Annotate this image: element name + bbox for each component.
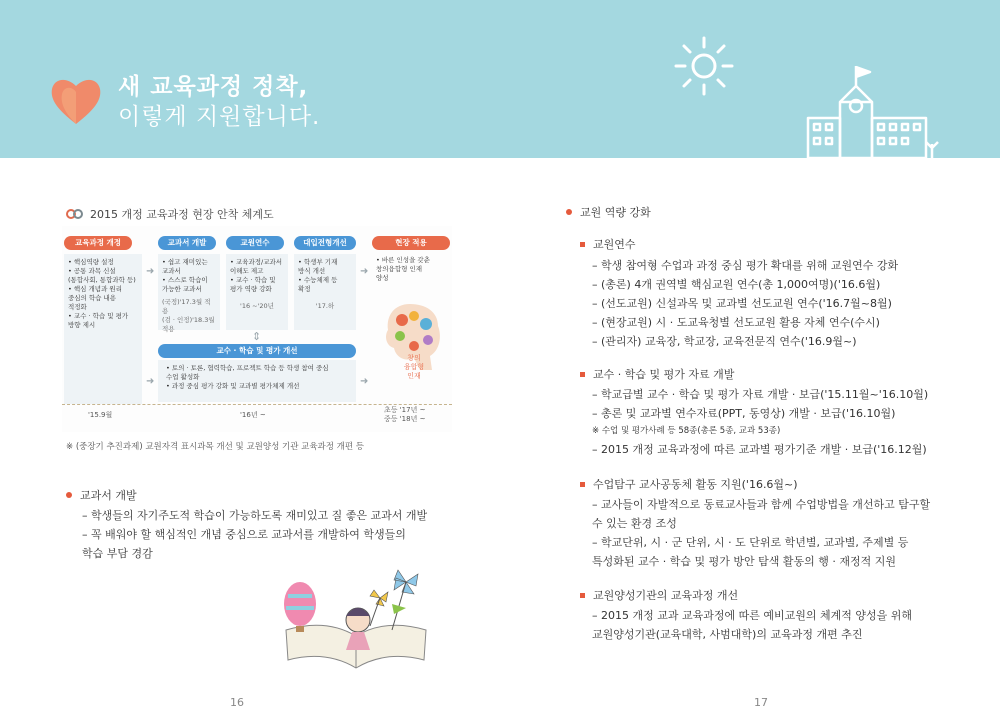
timeline-center: '16년 ~	[240, 411, 266, 419]
timeline-right	[384, 406, 425, 424]
body-line: – 학교급별 교수 · 학습 및 평가 자료 개발 · 보급('15.11월~'16.10월)	[592, 388, 929, 401]
col1-item: 중심의 학습 내용	[68, 294, 117, 302]
body-line: 교원양성기관(교육대학, 사범대학)의 교육과정 개편 추진	[592, 628, 863, 641]
col1-item: • 핵심역량 설정	[68, 258, 114, 266]
section-title: 교원 역량 강화	[580, 206, 651, 219]
header-teacher-training	[226, 236, 284, 250]
brain-label-line: 인재	[407, 372, 421, 380]
col4-item: 방식 개선	[298, 267, 326, 275]
col2-item: • 쉽고 재미있는	[162, 258, 208, 266]
group-training-institution	[580, 587, 738, 603]
body-line: – 2015 개정 교과 교육과정에 따른 예비교원의 체계적 양성을 위해	[592, 609, 912, 622]
arrow-icon: ➜	[360, 266, 369, 277]
col5-box	[374, 254, 450, 285]
col1-item: • 핵심 개념과 원리	[68, 285, 122, 293]
header-field-application	[372, 236, 450, 250]
header-label: 교원연수	[240, 238, 270, 247]
header-label: 현장 적용	[395, 238, 427, 247]
body-line: – (관리자) 교육장, 학교장, 교육전문직 연수('16.9월~)	[592, 335, 857, 348]
header-admission-reform	[294, 236, 356, 250]
timeline-left: '15.9월	[88, 411, 113, 419]
body-note-line: ※ 수업 및 평가사례 등 58종(총론 5종, 교과 53종)	[592, 426, 781, 436]
col3-item: • 교수 · 학습 및	[230, 276, 276, 284]
col4-item: • 수능체제 등	[298, 276, 338, 284]
col2-note: (국정)'17.3월 적용	[162, 298, 211, 315]
brain-label-line: 융합형	[403, 363, 425, 371]
body-line: – (선도교원) 신설과목 및 교과별 선도교원 연수('16.7월~8월)	[592, 297, 892, 310]
body-line: 수 있는 환경 조성	[592, 517, 677, 530]
center-header-label: 교수 · 학습 및 평가 개선	[216, 346, 298, 355]
system-diagram	[62, 226, 452, 432]
header-curriculum-revision	[64, 236, 132, 250]
col3-item: 이해도 제고	[230, 267, 264, 275]
section-title: 교과서 개발	[80, 489, 137, 502]
group-title: 교수 · 학습 및 평가 자료 개발	[593, 368, 735, 381]
arrow-icon: ➜	[360, 376, 369, 387]
center-item: • 과정 중심 평가 강화 및 교과별 평가체제 개선	[166, 382, 300, 390]
center-item: • 토의 · 토론, 협력학습, 프로젝트 학습 등 학생 참여 중심	[166, 364, 329, 372]
page-number-right: 17	[754, 696, 768, 709]
banner-subtitle: 이렇게 지원합니다.	[118, 104, 321, 130]
rings-icon	[66, 209, 84, 219]
header-textbook-dev	[158, 236, 216, 250]
col1-item: 방향 제시	[68, 321, 96, 329]
body-line: – 학교단위, 시 · 군 단위, 시 · 도 단위로 학년별, 교과별, 주제별 등	[592, 536, 909, 549]
header-banner	[0, 0, 1000, 158]
book-illustration	[266, 560, 436, 680]
bullet-dot-icon	[566, 209, 572, 215]
body-line: – (현장교원) 시 · 도교육청별 선도교원 활용 자체 연수(수시)	[592, 316, 880, 329]
bullet-square-icon	[580, 242, 585, 247]
arrow-icon: ➜	[146, 266, 155, 277]
col1-item: • 공통 과목 신설	[68, 267, 116, 275]
diagram-title-text: 2015 개정 교육과정 현장 안착 체계도	[90, 208, 274, 221]
timeline-right-line: 중등 '18년 ~	[384, 415, 426, 423]
body-line: – (총론) 4개 권역별 핵심교원 연수(총 1,000여명)('16.6월)	[592, 278, 881, 291]
col5-item: 양성	[376, 274, 389, 282]
bullet-square-icon	[580, 482, 585, 487]
brain-label-line: 창의	[407, 354, 421, 362]
header-label: 교육과정 개정	[74, 238, 122, 247]
body-line: – 꼭 배워야 할 핵심적인 개념 중심으로 교과서를 개발하여 학생들의	[82, 528, 406, 541]
bullet-square-icon	[580, 593, 585, 598]
col2-box	[158, 254, 220, 333]
col1-item: • 교수 · 학습 및 평가	[68, 312, 129, 320]
col2-item: 교과서	[162, 267, 181, 275]
group-title: 교원양성기관의 교육과정 개선	[593, 589, 739, 602]
bullet-dot-icon	[66, 492, 72, 498]
col3-item: • 교육과정/교과서	[230, 258, 283, 266]
col2-note: (검 · 인정)'18.3월 적용	[162, 316, 215, 333]
timeline-right-line: 초등 '17년 ~	[384, 406, 426, 414]
col1-item: (통합사회, 통합과학 등)	[68, 276, 136, 284]
col1-box	[64, 254, 142, 404]
col4-item: • 학생부 기재	[298, 258, 338, 266]
up-down-arrow-icon: ⇕	[252, 330, 262, 343]
group-teacher-community	[580, 476, 798, 492]
col2-item: • 스스로 학습이	[162, 276, 208, 284]
col3-item: 평가 역량 강화	[230, 285, 272, 293]
heart-icon	[48, 74, 104, 126]
section-teacher-capacity	[566, 204, 651, 220]
group-title: 교원연수	[593, 238, 636, 251]
center-item: 수업 활성화	[166, 373, 200, 381]
footnote: ※ (중장기 추진과제) 교원자격 표시과목 개선 및 교원양성 기관 교육과정 개편 등	[66, 442, 365, 452]
center-box	[158, 360, 356, 402]
group-teacher-training	[580, 236, 636, 252]
col4-box	[294, 254, 356, 330]
body-line: 학습 부담 경감	[82, 547, 153, 560]
sun-icon	[672, 34, 736, 98]
center-header	[158, 344, 356, 358]
brain-label	[396, 354, 432, 381]
body-line: – 학생 참여형 수업과 과정 중심 평가 확대를 위해 교원연수 강화	[592, 259, 899, 272]
section-textbook	[66, 487, 137, 503]
school-building-icon	[804, 62, 944, 158]
header-label: 대입전형개선	[303, 238, 347, 247]
body-line: – 총론 및 교과별 연수자료(PPT, 동영상) 개발 · 보급('16.10월)	[592, 407, 896, 420]
col1-item: 적정화	[68, 303, 87, 311]
page-number-left: 16	[230, 696, 244, 709]
bullet-square-icon	[580, 372, 585, 377]
group-teaching-material	[580, 366, 734, 382]
col3-box	[226, 254, 288, 330]
col4-note: '17.하	[315, 302, 335, 310]
col2-item: 가능한 교과서	[162, 285, 202, 293]
arrow-icon: ➜	[146, 376, 155, 387]
body-line: 특성화된 교수 · 학습 및 평가 방안 탐색 활동의 행 · 재정적 지원	[592, 555, 896, 568]
col4-item: 확정	[298, 285, 311, 293]
col5-item: 창의융합형 인재	[376, 265, 423, 273]
group-title: 수업탐구 교사공동체 활동 지원('16.6월~)	[593, 478, 798, 491]
diagram-title	[66, 206, 274, 222]
body-line: – 학생들의 자기주도적 학습이 가능하도록 재미있고 질 좋은 교과서 개발	[82, 509, 428, 522]
col3-note: '16 ~'20년	[240, 302, 274, 310]
header-label: 교과서 개발	[167, 238, 207, 247]
body-line: – 2015 개정 교육과정에 따른 교과별 평가기준 개발 · 보급('16.12월)	[592, 443, 927, 456]
banner-title: 새 교육과정 정착,	[118, 74, 309, 100]
col5-item: • 바른 인성을 갖춘	[376, 256, 430, 264]
body-line: – 교사들이 자발적으로 동료교사들과 함께 수업방법을 개선하고 탐구할	[592, 498, 931, 511]
